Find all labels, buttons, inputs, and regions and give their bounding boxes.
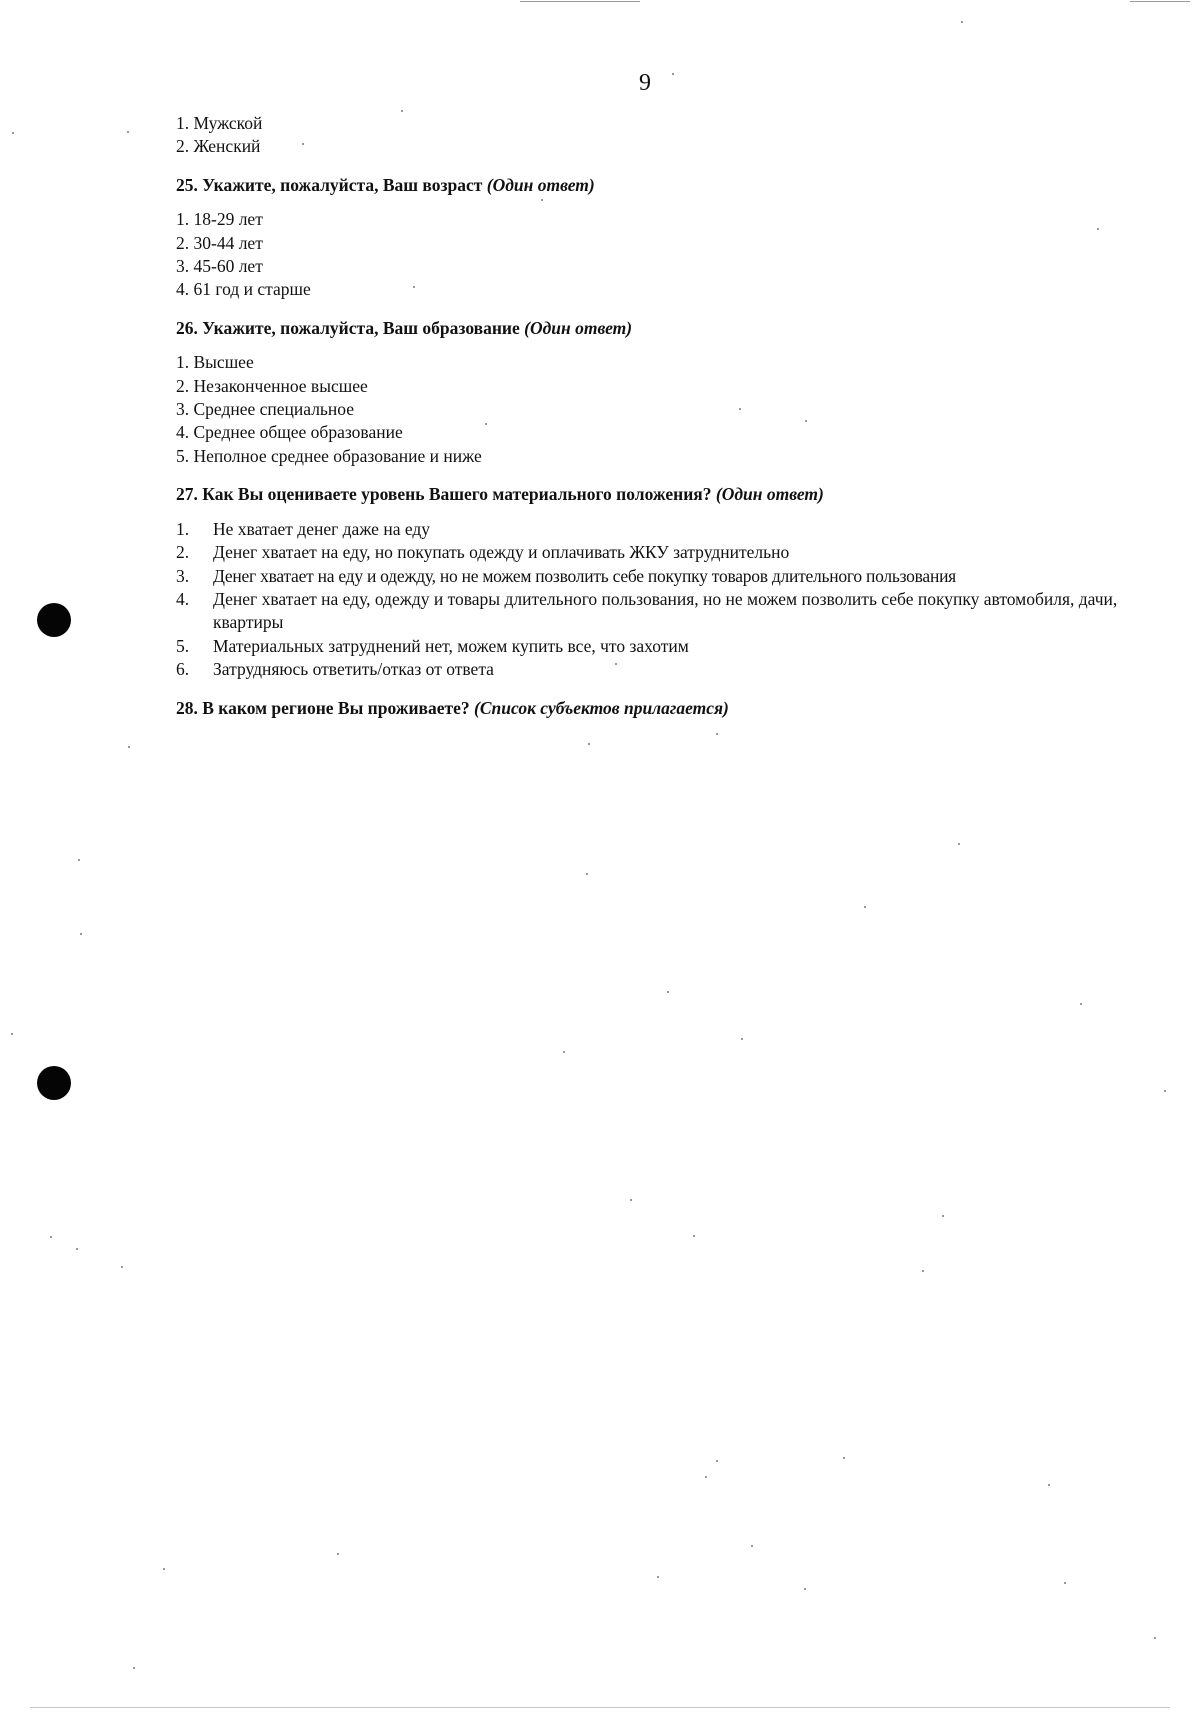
scan-speck — [864, 906, 866, 908]
q26-option-5: 5. Неполное среднее образование и ниже — [176, 445, 482, 466]
scan-speck — [657, 1576, 659, 1578]
scan-speck — [11, 1033, 13, 1035]
scan-speck — [672, 73, 674, 75]
scan-speck — [739, 408, 741, 410]
scan-speck — [413, 286, 415, 288]
scan-speck — [693, 1235, 695, 1237]
question-26-text: 26. Укажите, пожалуйста, Ваш образование — [176, 317, 520, 338]
questionnaire-content — [176, 112, 1116, 731]
scan-speck — [1154, 1637, 1156, 1639]
option-male: 1. Мужской — [176, 113, 263, 133]
scan-speck — [615, 663, 617, 665]
q26-option-2: 2. Незаконченное высшее — [176, 375, 368, 396]
scan-speck — [127, 131, 129, 133]
scan-speck — [716, 733, 718, 735]
scan-speck — [1164, 1090, 1166, 1092]
scan-speck — [1064, 1582, 1066, 1584]
q27-option-2-number: 2. — [176, 542, 190, 563]
scan-speck — [942, 1215, 944, 1217]
scan-speck — [922, 1270, 924, 1272]
scan-speck — [485, 423, 487, 425]
q25-option-1: 1. 18-29 лет — [176, 209, 263, 230]
q27-option-1-number: 1. — [176, 518, 190, 539]
scan-speck — [337, 1553, 339, 1555]
scan-speck — [12, 132, 14, 134]
q26-option-3: 3. Среднее специальное — [176, 399, 354, 420]
scan-speck — [1048, 1484, 1050, 1486]
scan-speck — [751, 1545, 753, 1547]
question-26-options — [176, 351, 1116, 468]
q27-option-4-number: 4. — [176, 588, 190, 609]
scan-speck — [630, 1199, 632, 1201]
q25-option-2: 2. 30-44 лет — [176, 232, 263, 253]
scan-speck — [401, 110, 403, 112]
q26-option-1: 1. Высшее — [176, 352, 254, 373]
scan-speck — [667, 991, 669, 993]
question-25-options — [176, 208, 1116, 302]
scan-speck — [80, 933, 82, 935]
scan-speck — [741, 1038, 743, 1040]
scan-speck — [1097, 228, 1099, 230]
scan-speck — [541, 199, 543, 201]
question-27-note: (Один ответ) — [715, 484, 824, 505]
scan-edge-line-bottom — [30, 1707, 1170, 1708]
question-27-title — [176, 483, 1116, 506]
scan-edge-line-top-right — [1130, 1, 1190, 2]
scan-speck — [78, 859, 80, 861]
question-27-options — [176, 518, 1116, 682]
question-27-text: 27. Как Вы оцениваете уровень Вашего материального положения? — [176, 484, 712, 505]
q27-option-5-text: Материальных затруднений нет, можем купить все, что захотим — [213, 635, 689, 656]
scan-speck — [133, 1667, 135, 1669]
scan-speck — [705, 1476, 707, 1478]
q25-option-3: 3. 45-60 лет — [176, 256, 263, 277]
scan-speck — [961, 21, 963, 23]
q26-option-4: 4. Среднее общее образование — [176, 422, 403, 443]
scan-edge-line-top — [520, 1, 640, 2]
scan-speck — [1080, 1003, 1082, 1005]
scan-speck — [302, 143, 304, 145]
q27-option-6-text: Затрудняюсь ответить/отказ от ответа — [213, 659, 494, 680]
q27-option-5-number: 5. — [176, 635, 190, 656]
scan-speck — [804, 1588, 806, 1590]
question-26-title — [176, 317, 1116, 340]
scan-speck — [121, 1266, 123, 1268]
scan-speck — [805, 420, 807, 422]
question-28-text: 28. В каком регионе Вы проживаете? — [176, 697, 470, 718]
question-28-title — [176, 697, 1116, 720]
scan-speck — [50, 1236, 52, 1238]
q25-option-4: 4. 61 год и старше — [176, 279, 311, 300]
punch-hole — [37, 603, 71, 637]
scan-speck — [163, 1568, 165, 1570]
question-25-text: 25. Укажите, пожалуйста, Ваш возраст — [176, 174, 483, 195]
q27-option-6-number: 6. — [176, 659, 190, 680]
q27-option-4-text: Денег хватает на еду, одежду и товары длительного пользования, но не можем позволить себе покупку автомобиля, дачи, квартиры — [213, 588, 1118, 633]
scan-speck — [128, 746, 130, 748]
q27-option-2 — [176, 541, 1116, 564]
scan-speck — [958, 843, 960, 845]
question-25-title — [176, 174, 1116, 197]
previous-question-options — [176, 112, 1116, 159]
scan-speck — [716, 1460, 718, 1462]
q27-option-1 — [176, 518, 1116, 541]
scan-speck — [843, 1457, 845, 1459]
q27-option-3-text: Денег хватает на еду и одежду, но не можем позволить себе покупку товаров длительного пользования — [213, 565, 956, 586]
question-25-note: (Один ответ) — [486, 174, 595, 195]
q27-option-3 — [176, 565, 1116, 588]
scan-speck — [563, 1051, 565, 1053]
q27-option-4 — [176, 588, 1116, 635]
scan-speck — [586, 873, 588, 875]
punch-hole — [37, 1066, 71, 1100]
question-28-note: (Список субъектов прилагается) — [474, 697, 729, 718]
q27-option-3-number: 3. — [176, 565, 190, 586]
option-female: 2. Женский — [176, 136, 261, 157]
scan-speck — [76, 1248, 78, 1250]
scan-speck — [588, 743, 590, 745]
q27-option-5 — [176, 635, 1116, 658]
q27-option-1-text: Не хватает денег даже на еду — [213, 518, 431, 539]
question-26-note: (Один ответ) — [524, 317, 633, 338]
page-number: 9 — [639, 70, 651, 96]
q27-option-2-text: Денег хватает на еду, но покупать одежду и оплачивать ЖКУ затруднительно — [213, 542, 790, 563]
q27-option-6 — [176, 658, 1116, 681]
